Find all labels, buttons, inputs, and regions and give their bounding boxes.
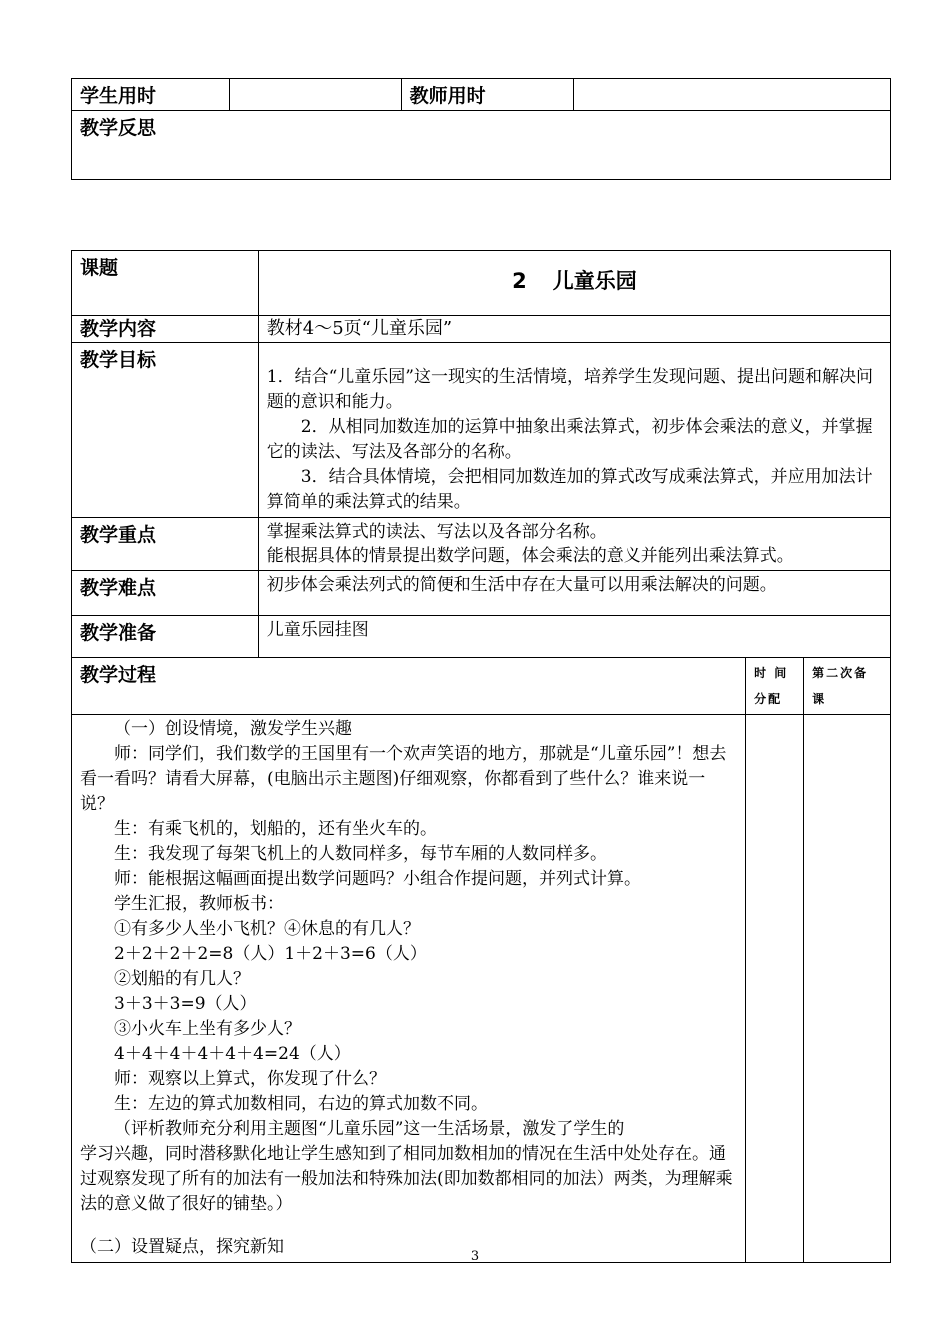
process-label: 教学过程 — [72, 658, 746, 715]
process-line: ①有多少人坐小飞机？④休息的有几人？ — [114, 919, 420, 939]
second-prep-cell — [804, 715, 891, 1263]
process-line: ②划船的有几人？ — [114, 969, 250, 989]
process-line: （二）设置疑点，探究新知 — [80, 1237, 284, 1257]
process-line: 2＋2＋2＋2=8（人）1＋2＋3=6（人） — [114, 944, 427, 964]
time-label-line2: 分配 — [754, 692, 783, 706]
topic-label: 课题 — [72, 251, 259, 316]
process-line: 生：有乘飞机的，划船的，还有坐火车的。 — [114, 819, 437, 839]
time-allocation-cell — [746, 715, 804, 1263]
content-value: 教材4～5页“儿童乐园” — [258, 316, 890, 343]
goal-item: 2．从相同加数连加的运算中抽象出乘法算式，初步体会乘法的意义，并掌握它的读法、写法及各部分的名称。 — [266, 417, 873, 462]
teacher-time-value — [574, 79, 891, 111]
process-line: 学习兴趣，同时潜移默化地让学生感知到了相同加数相加的情况在生活中处处存在。通过观察发现了所有的加法有一般加法和特殊加法(即加数都相同的加法）两类，为理解乘法的意义做了很好的铺垫。） — [80, 1144, 733, 1214]
process-line: 师：同学们，我们数学的王国里有一个欢声笑语的地方，那就是“儿童乐园”！想去看一看吗？请看大屏幕，(电脑出示主题图)仔细观察，你都看到了些什么？谁来说一说？ — [80, 744, 727, 814]
goal-item: 3．结合具体情境，会把相同加数连加的算式改写成乘法算式，并应用加法计算简单的乘法算式的结果。 — [266, 467, 873, 512]
process-line: 学生汇报，教师板书： — [114, 894, 284, 914]
process-line: 生：左边的算式加数相同，右边的算式加数不同。 — [114, 1094, 488, 1114]
second-prep-line2: 课 — [812, 692, 827, 706]
difficulty-value: 初步体会乘法列式的简便和生活中存在大量可以用乘法解决的问题。 — [258, 571, 890, 616]
key-point-item: 能根据具体的情景提出数学问题，体会乘法的意义并能列出乘法算式。 — [266, 546, 794, 566]
difficulty-label: 教学难点 — [72, 571, 259, 616]
key-points-label: 教学重点 — [72, 518, 259, 571]
topic-number: 2 — [512, 269, 527, 293]
reflection-label: 教学反思 — [80, 117, 157, 139]
second-prep-header — [804, 658, 891, 715]
page-number: 3 — [470, 1249, 480, 1264]
teacher-time-label: 教师用时 — [401, 79, 574, 111]
time-label-line1: 时 间 — [754, 666, 789, 680]
preparation-label: 教学准备 — [72, 616, 259, 658]
goal-item: 1．结合“儿童乐园”这一现实的生活情境，培养学生发现问题、提出问题和解决问题的意识和能力。 — [266, 367, 873, 412]
process-line: 生：我发现了每架飞机上的人数同样多，每节车厢的人数同样多。 — [114, 844, 607, 864]
student-time-value — [229, 79, 401, 111]
preparation-value: 儿童乐园挂图 — [258, 616, 890, 658]
time-reflection-table — [71, 78, 891, 180]
process-line: 4＋4＋4＋4＋4＋4=24（人） — [114, 1044, 351, 1064]
process-line: 3＋3＋3=9（人） — [114, 994, 257, 1014]
lesson-title — [258, 251, 890, 316]
student-time-label: 学生用时 — [72, 79, 230, 111]
process-content — [72, 715, 746, 1263]
process-line: 师：观察以上算式，你发现了什么？ — [114, 1069, 386, 1089]
lesson-plan-table — [71, 250, 891, 1263]
second-prep-line1: 第二次备 — [812, 666, 869, 680]
time-allocation-header — [746, 658, 804, 715]
process-line: （一）创设情境，激发学生兴趣 — [114, 719, 352, 739]
goals-label: 教学目标 — [72, 343, 259, 518]
content-label: 教学内容 — [72, 316, 259, 343]
topic-title: 儿童乐园 — [552, 269, 637, 293]
process-line: ③小火车上坐有多少人？ — [114, 1019, 301, 1039]
process-line: 师：能根据这幅画面提出数学问题吗？小组合作提问题，并列式计算。 — [114, 869, 641, 889]
key-point-item: 掌握乘法算式的读法、写法以及各部分名称。 — [266, 522, 607, 542]
key-points-cell — [258, 518, 890, 571]
process-line: （评析教师充分利用主题图“儿童乐园”这一生活场景，激发了学生的 — [114, 1119, 625, 1139]
reflection-cell — [72, 111, 891, 180]
goals-cell — [258, 343, 890, 518]
